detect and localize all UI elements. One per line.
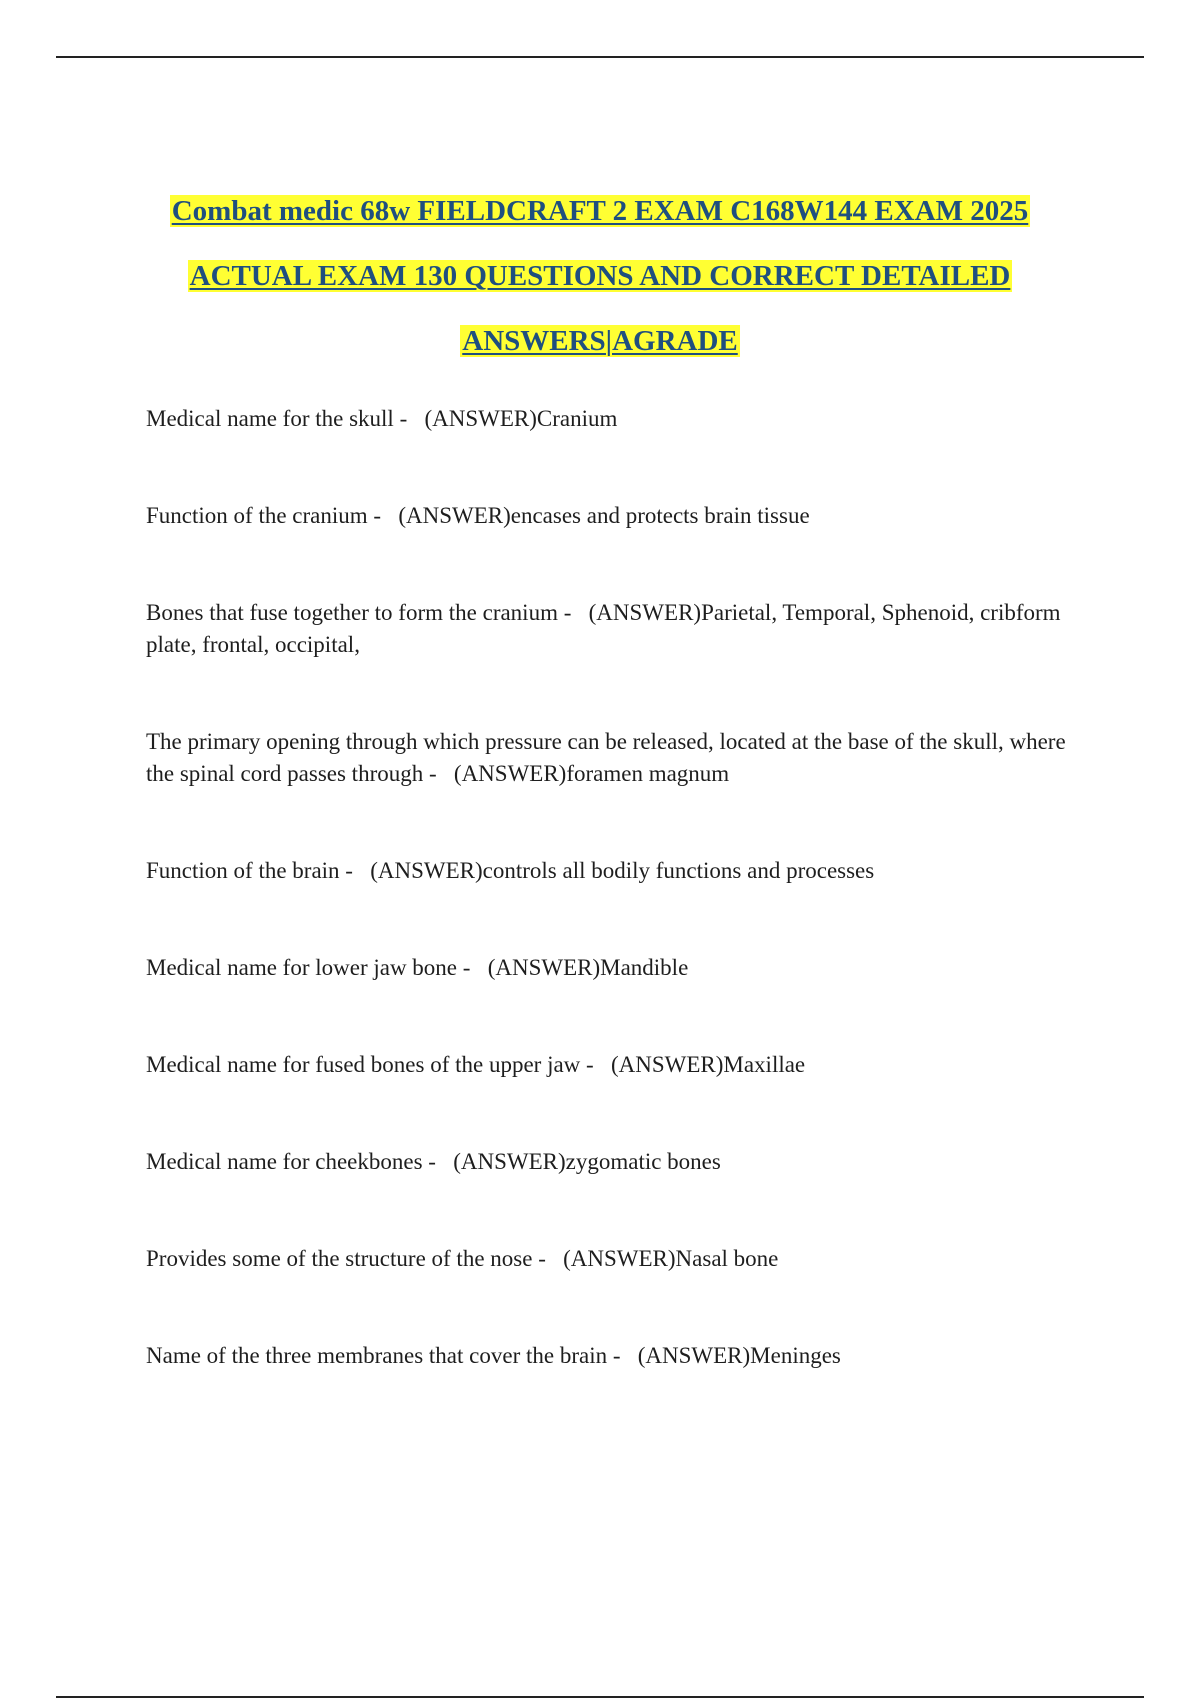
qa-item: [146, 952, 1076, 984]
qa-item: [146, 1340, 1076, 1372]
qa-item: [146, 726, 1076, 790]
answer-separator: -: [339, 858, 371, 883]
title-line-text: ANSWERS|AGRADE: [462, 325, 738, 357]
question-text: Bones that fuse together to form the cranium: [146, 600, 558, 625]
answer-separator: -: [580, 1052, 611, 1077]
top-rule: [56, 56, 1144, 58]
answer-text: (ANSWER)Parietal, Temporal, Sphenoid, cribform plate, frontal, occipital,: [146, 600, 1061, 657]
answer-text: (ANSWER)foramen magnum: [453, 761, 730, 786]
answer-separator: -: [532, 1246, 564, 1271]
answer-separator: -: [457, 955, 488, 980]
answer-text: (ANSWER)Meninges: [637, 1343, 841, 1368]
answer-separator: -: [422, 1149, 454, 1174]
qa-item: [146, 855, 1076, 887]
question-text: Function of the brain: [146, 858, 340, 883]
answer-text: (ANSWER)Mandible: [487, 955, 689, 980]
qa-item: [146, 1146, 1076, 1178]
answer-text: (ANSWER)Maxillae: [610, 1052, 806, 1077]
qa-item: [146, 1049, 1076, 1081]
answer-separator: -: [393, 406, 425, 431]
answer-text: (ANSWER)encases and protects brain tissue: [398, 503, 810, 528]
qa-item: [146, 500, 1076, 532]
answer-separator: -: [423, 761, 454, 786]
answer-separator: -: [367, 503, 399, 528]
title-line: [0, 188, 1200, 253]
answer-text: (ANSWER)zygomatic bones: [453, 1149, 721, 1174]
document-title: [0, 188, 1200, 383]
question-text: Name of the three membranes that cover the brain: [146, 1343, 608, 1368]
answer-text: (ANSWER)controls all bodily functions and processes: [370, 858, 875, 883]
qa-item: [146, 597, 1076, 661]
qa-item: [146, 403, 1076, 435]
question-text: The primary opening through which pressure can be released, located at the base of the skull, where the spinal cord passes through: [146, 729, 1066, 786]
question-text: Medical name for cheekbones: [146, 1149, 423, 1174]
title-line: [0, 253, 1200, 318]
question-text: Medical name for fused bones of the upper jaw: [146, 1052, 581, 1077]
answer-separator: -: [557, 600, 589, 625]
answer-text: (ANSWER)Cranium: [424, 406, 618, 431]
answer-text: (ANSWER)Nasal bone: [563, 1246, 779, 1271]
bottom-rule: [56, 1696, 1144, 1698]
question-text: Provides some of the structure of the nose: [146, 1246, 533, 1271]
question-text: Medical name for lower jaw bone: [146, 955, 458, 980]
question-answer-list: [146, 403, 1076, 1437]
question-text: Function of the cranium: [146, 503, 368, 528]
title-line: [0, 318, 1200, 383]
title-line-text: ACTUAL EXAM 130 QUESTIONS AND CORRECT DETAILED: [189, 260, 1011, 292]
question-text: Medical name for the skull: [146, 406, 394, 431]
qa-item: [146, 1243, 1076, 1275]
title-line-text: Combat medic 68w FIELDCRAFT 2 EXAM C168W144 EXAM 2025: [171, 195, 1029, 227]
answer-separator: -: [607, 1343, 638, 1368]
